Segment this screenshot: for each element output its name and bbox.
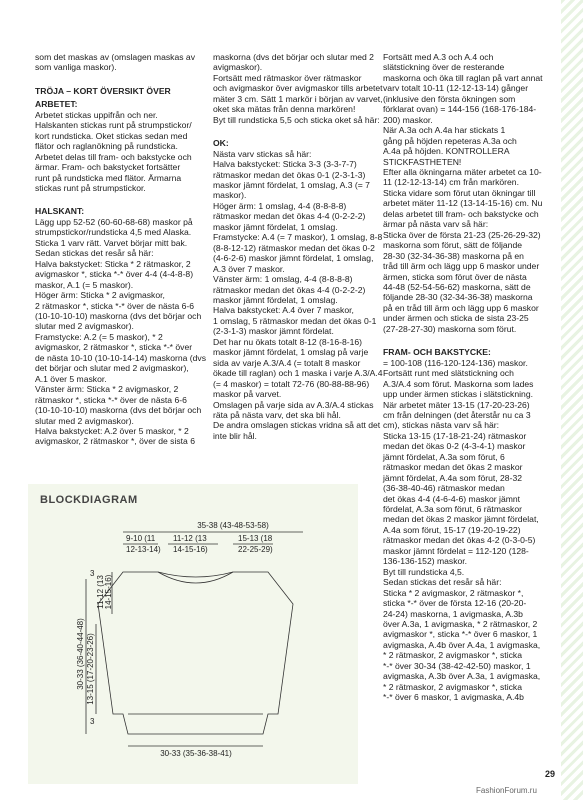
text-column-3 (383, 52, 558, 703)
text-line: över A.3a, 1 avigmaska, * 2 rätmaskor, 2 (383, 619, 538, 630)
text-line: STICKFASTHETEN! (383, 156, 462, 167)
text-line: maskor). (213, 190, 247, 201)
text-line: rätmaskor medan det ökas 0-1 (2-3-1-3) (213, 169, 366, 180)
text-line: (= 4 maskor) = totalt 72-76 (80-88-88-96) (213, 378, 370, 389)
bottom-width-label: 30-33 (35-36-38-41) (160, 749, 232, 758)
text-line: 200) maskor. (383, 114, 433, 125)
text-line: De andra omslagen stickas vridna så att det (213, 420, 381, 431)
text-line: = 100-108 (116-120-124-136) maskor. (383, 357, 528, 368)
watermark: FashionForum.ru (476, 786, 537, 795)
text-line: När arbetet mäter 13-15 (17-20-23-26) (383, 399, 530, 410)
section-heading: ARBETET: (35, 99, 78, 110)
text-line: 11 (12-12-13-14) cm från markören. (383, 177, 519, 188)
text-line: sticka *-* över de första 12-16 (20-20- (383, 598, 527, 609)
text-line: *-* över 30-34 (38-42-42-50) maskor, 1 (383, 660, 531, 671)
text-line: räta på nästa varv, det ska bli hål. (213, 409, 341, 420)
neck-left-label-2: 12-13-14) (126, 545, 161, 554)
side-total-label: 30-33 (36-40-44-48) (76, 618, 85, 690)
text-line: A.3/A.4 som förut. Maskorna som lades (383, 378, 534, 389)
text-line: rätmaskor medan det ökas 4-2 (0-3-0-5) (383, 535, 536, 546)
text-line: avigmaskor, 2 rätmaskor *, över de sista 6 (35, 436, 196, 447)
text-line: Sticka över de första 21-23 (25-26-29-32) (383, 229, 541, 240)
text-line: Halva bakstycket: Sticka * 2 rätmaskor, 2 (35, 258, 191, 269)
top-width-label: 35-38 (43-48-53-58) (197, 521, 269, 530)
text-line: förklarat ovan) = 144-156 (168-176-184- (383, 104, 537, 115)
text-line: maskor jämnt fördelat, 1 omslag, A.3 (= 7 (213, 179, 370, 190)
section-heading: OK: (213, 138, 229, 149)
text-line: avigmaskor, 2 rätmaskor *, sticka *-* över (35, 342, 193, 353)
text-line: Höger ärm: Sticka * 2 avigmaskor, (35, 290, 165, 301)
text-line: fördelat, A.3a som förut, 6 rätmaskor (383, 504, 522, 515)
text-line: Fortsätt med A.3 och A.4 och (383, 52, 494, 62)
text-line: A.1 över 5 maskor. (35, 373, 107, 384)
text-line: Sticka 13-15 (17-18-21-24) rätmaskor (383, 430, 527, 441)
text-line: Sticka 1 varv rätt. Varvet börjar mitt bak. (35, 237, 188, 248)
text-line: (27-28-27-30) maskorna som förut. (383, 323, 517, 334)
text-line: och avigmaskor över avigmaskor tills arbetet (213, 83, 383, 94)
text-line: 44-48 (52-54-56-62) maskorna, sätt de (383, 281, 531, 292)
section-heading: TRÖJA – KORT ÖVERSIKT ÖVER (35, 85, 171, 96)
text-line: Sedan stickas det resår så här: (383, 577, 502, 588)
side-neck-label: 3 (90, 569, 95, 578)
text-line: *-* över 6 maskor, 1 avigmaska, A.4b (383, 692, 524, 703)
text-line: (36-38-40-46) rätmaskor medan (383, 483, 505, 494)
text-line: sida av varje A.3/A.4 (= totalt 8 maskor (213, 357, 361, 368)
text-line: slutar med 2 avigmaskor). (35, 415, 134, 426)
text-line: stickas runt på strumpstickor. (35, 182, 146, 193)
text-column-2 (213, 52, 383, 441)
text-line: cm från delningen (det återstår nu ca 3 (383, 409, 531, 420)
text-line: När A.3a och A.4a har stickats 1 (383, 125, 506, 136)
text-line: rätmaskor medan det ökas 2 maskor (383, 462, 523, 473)
text-line: jämnt fördelat, A.4a som förut, 28-32 (383, 472, 523, 483)
text-column-1 (35, 52, 205, 447)
text-line: 28-30 (32-34-36-38) maskorna på en (383, 250, 524, 261)
text-line: (inklusive den första ökningen som (383, 93, 516, 104)
text-line: A.4a som förut, 15-17 (19-20-19-22) (383, 524, 521, 535)
text-line: maskor, A.1 (= 5 maskor). (35, 279, 134, 290)
text-line: ärmen, sticka som förut över de nästa (383, 271, 527, 282)
text-line: Arbetet delas till fram- och bakstycke och (35, 151, 192, 162)
text-line: Sticka * 2 avigmaskor, 2 rätmaskor *, (383, 587, 524, 598)
text-line: på en tråd till ärm och lägg upp 6 maskor (383, 302, 539, 313)
text-line: det börjar och slutar med 2 avigmaskor), (35, 363, 189, 374)
side-top-label: 11-12 (13 (96, 575, 105, 609)
text-line: 136-136-152) maskor. (383, 556, 468, 567)
text-line: Sticka vidare som förut utan ökningar till (383, 187, 536, 198)
text-line: Lägg upp 52-52 (60-60-68-68) maskor på (35, 216, 193, 227)
text-line: gång på höjden repeteras A.3a och (383, 135, 517, 146)
side-top-label-2: 14-15-16) (104, 574, 113, 610)
text-line: 2 rätmaskor *, sticka *-* över de nästa 6-6 (35, 300, 195, 311)
neck-mid-label: 11-12 (13 (173, 534, 207, 543)
text-line: maskor jämnt fördelat, 1 omslag på varje (213, 347, 369, 358)
text-line: arbetet mäter 11-12 (13-14-15-16) cm. Nu (383, 198, 543, 209)
neck-left-label: 9-10 (11 (126, 534, 156, 543)
text-line: de nästa 10-10 (10-10-14-14) maskorna (dvs (35, 352, 207, 363)
neck-inner (158, 572, 233, 577)
text-line: runt på rundsticka med flätor. Ärmarna (35, 172, 182, 183)
text-line: Fortsätt runt med slätstickning och (383, 368, 514, 379)
text-line: Arbetet stickas uppifrån och ner. (35, 109, 158, 120)
text-line: upp under ärmen stickas i slätstickning. (383, 389, 533, 400)
text-line: avigmaska, A.4b över A.4a, 1 avigmaska, (383, 639, 541, 650)
text-line: maskor på varvet. (213, 389, 282, 400)
text-line: * 2 rätmaskor, 2 avigmaskor *, sticka (383, 681, 522, 692)
text-line: (8-8-12-12) rätmaskor medan det ökas 0-2 (213, 242, 375, 253)
text-line: Byt till rundsticka 5,5 och sticka oket så här: (213, 114, 380, 125)
text-line: avigmaskor). (213, 62, 263, 73)
text-line: Halva bakstycket: Sticka 3-3 (3-3-7-7) (213, 159, 357, 170)
text-line: medan det ökas 2 maskor jämnt fördelat, (383, 514, 539, 525)
text-line: maskor jämnt fördelat, 1 omslag. (213, 221, 338, 232)
text-line: A.4a på höjden. KONTROLLERA (383, 146, 510, 157)
text-line: (4-6-2-6) maskor jämnt fördelat, 1 omslag, (213, 253, 374, 264)
section-heading: HALSKANT: (35, 206, 85, 217)
text-line: inte blir hål. (213, 430, 257, 441)
text-line: (10-10-10-10) maskorna (dvs det börjar och (35, 405, 202, 416)
side-ribbing-label: 3 (90, 717, 95, 726)
text-line: Sedan stickas det resår så här: (35, 248, 154, 259)
text-line: varv totalt 10-11 (12-12-13-14) gånger (383, 83, 529, 94)
text-line: A.3 över 7 maskor. (213, 263, 285, 274)
text-line: * 2 rätmaskor, 2 avigmaskor *, sticka (383, 650, 522, 661)
text-line: avigmaskor *, sticka *-* över 4-4 (4-4-8-8) (35, 269, 194, 280)
text-line: (2-3-1-3) maskor jämnt fördelat. (213, 326, 334, 337)
text-line: under ärmen och sticka de sista 23-25 (383, 313, 529, 324)
text-line: maskor jämnt fördelat, 1 omslag. (213, 294, 338, 305)
text-line: Efter alla ökningarna mäter arbetet ca 10- (383, 166, 542, 177)
text-line: det ökas 4-4 (4-6-4-6) maskor jämnt (383, 493, 521, 504)
text-line: avigmaskor *, sticka *-* över 6 maskor, 1 (383, 629, 538, 640)
text-line: Halskanten stickas runt på strumpstickor/ (35, 120, 192, 131)
text-line: Fortsätt med rätmaskor över rätmaskor (213, 72, 362, 83)
text-line: (10-10-10-10) maskorna (dvs det börjar och (35, 310, 202, 321)
text-line: Vänster ärm: 1 omslag, 4-4 (8-8-8-8) (213, 274, 353, 285)
text-line: slätstickning över de resterande (383, 62, 505, 73)
text-line: ökade till raglan) och 1 maska i varje A.3/A.4 (213, 368, 383, 379)
text-line: cm), stickas nästa varv så här: (383, 420, 500, 431)
text-line: rätmaskor *, sticka *-* över de nästa 6-6 (35, 394, 187, 405)
paragraph-gap (35, 193, 205, 203)
section-heading: FRAM- OCH BAKSTYCKE: (383, 347, 491, 358)
text-line: Vänster ärm: Sticka * 2 avigmaskor, 2 (35, 384, 179, 395)
text-line: Omslagen på varje sida av A.3/A.4 stickas (213, 399, 374, 410)
text-line: följande 28-30 (32-34-36-38) maskorna (383, 292, 533, 303)
text-line: jämnt fördelat, A.3a som förut, 6 (383, 451, 505, 462)
page-number: 29 (545, 769, 556, 779)
text-line: maskorna (dvs det börjar och slutar med 2 (213, 52, 374, 62)
text-line: Halva bakstycket: A.4 över 7 maskor, (213, 305, 354, 316)
side-body-label: 13-15 (17-20-23-26) (86, 633, 95, 705)
text-line: 1 omslag, 5 rätmaskor medan det ökas 0-1 (213, 315, 377, 326)
neck-mid-label-2: 14-15-16) (173, 545, 208, 554)
block-diagram (28, 484, 358, 784)
text-line: flätor och raglanökning på rundsticka. (35, 141, 178, 152)
text-line: medan det ökas 0-2 (4-3-4-1) maskor (383, 441, 526, 452)
text-line: ärmar. Fram- och bakstycket fortsätter (35, 162, 181, 173)
text-line: 24-24) maskorna, 1 avigmaska, A.3b (383, 608, 523, 619)
text-line: Halva bakstycket: A.2 över 5 maskor, * 2 (35, 425, 189, 436)
neck-right-label-2: 22-25-29) (238, 545, 273, 554)
text-line: som det maskas av (omslagen maskas av (35, 52, 195, 62)
text-line: maskor jämnt fördelat = 112-120 (128- (383, 545, 529, 556)
text-line: Det har nu ökats totalt 8-12 (8-16-8-16) (213, 336, 363, 347)
paragraph-gap (213, 125, 383, 135)
text-line: maskorna som förut, sätt de följande (383, 240, 523, 251)
text-line: rätmaskor medan det ökas 4-4 (0-2-2-2) (213, 284, 366, 295)
text-line: Höger ärm: 1 omslag, 4-4 (8-8-8-8) (213, 200, 347, 211)
sweater-outline (98, 572, 293, 734)
text-line: strumpstickor/rundsticka 4,5 med Alaska. (35, 227, 192, 238)
text-line: kort rundsticka. Oket stickas sedan med (35, 130, 188, 141)
decorative-side-stripe (561, 0, 583, 800)
text-line: oket ska mätas från denna markören! (213, 104, 356, 115)
text-line: rätmaskor medan det ökas 4-4 (0-2-2-2) (213, 211, 366, 222)
text-line: mäter 3 cm. Sätt 1 markör i början av varvet, (213, 93, 383, 104)
text-line: Framstycke: A.4 (= 7 maskor), 1 omslag, 8-8 (213, 232, 383, 243)
text-line: slutar med 2 avigmaskor). (35, 321, 134, 332)
paragraph-gap (383, 334, 558, 344)
text-line: som vanliga maskor). (35, 62, 117, 73)
text-line: Nästa varv stickas så här: (213, 148, 312, 159)
text-line: delas arbetet till fram- och bakstycke och (383, 208, 539, 219)
diagram-title: BLOCKDIAGRAM (40, 494, 138, 506)
neck-right-label: 15-13 (18 (238, 534, 273, 543)
text-line: tråd till ärm och lägg upp 6 maskor under (383, 261, 540, 272)
text-line: ärmar på nästa varv så här: (383, 219, 489, 230)
text-line: Framstycke: A.2 (= 5 maskor), * 2 (35, 331, 163, 342)
text-line: Byt till rundsticka 4,5. (383, 566, 465, 577)
text-line: maskorna och öka till raglan på vart annat (383, 72, 543, 83)
text-line: avigmaska, A.3b över A.3a, 1 avigmaska, (383, 671, 541, 682)
paragraph-gap (35, 73, 205, 83)
